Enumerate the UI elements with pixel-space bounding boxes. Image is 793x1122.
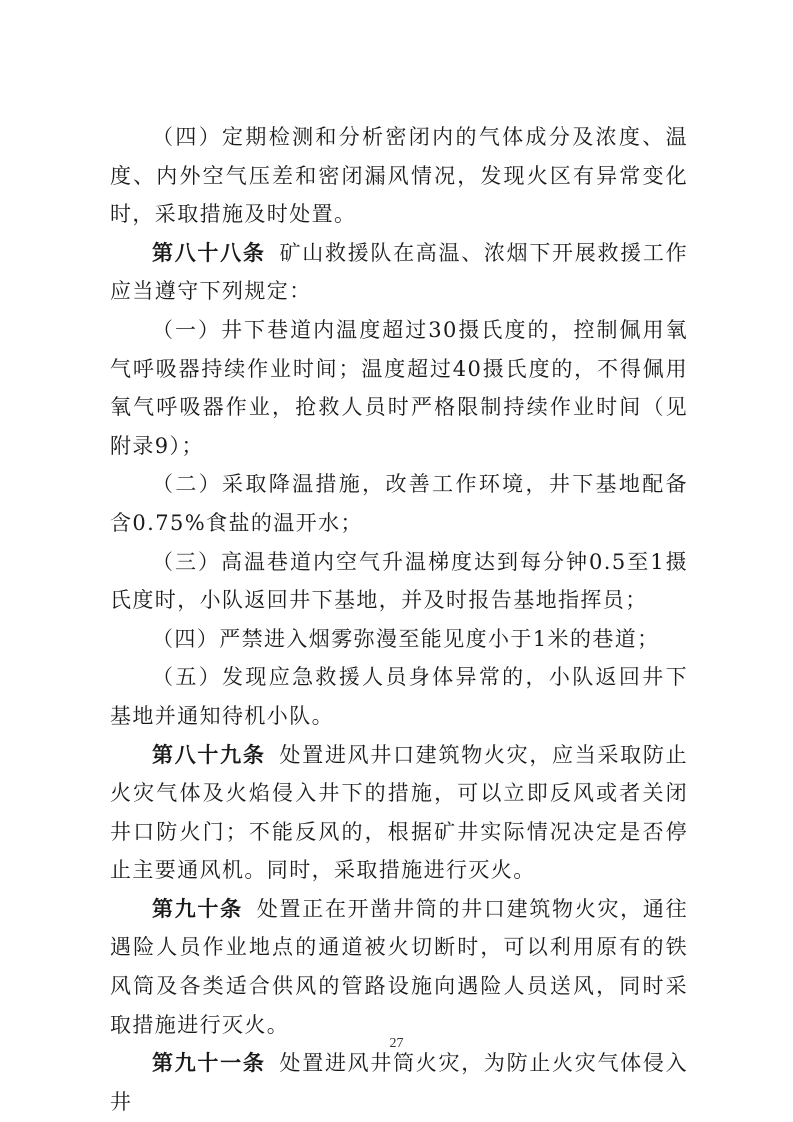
- paragraph: [110, 620, 688, 659]
- paragraph-text: （二）采取降温措施，改善工作环境，井下基地配备含0.75%食盐的温开水；: [110, 472, 688, 535]
- paragraph-text: （四）定期检测和分析密闭内的气体成分及浓度、温度、内外空气压差和密闭漏风情况，发现火区有异常变化时，采取措施及时处置。: [110, 125, 688, 227]
- paragraph-text: （五）发现应急救援人员身体异常的，小队返回井下基地并通知待机小队。: [110, 665, 688, 728]
- paragraph-text: （三）高温巷道内空气升温梯度达到每分钟0.5至1摄氏度时，小队返回井下基地，并及时报告基地指挥员；: [110, 549, 688, 613]
- paragraph-text: （四）严禁进入烟雾弥漫至能见度小于1米的巷道；: [152, 626, 660, 651]
- paragraph: [110, 465, 688, 542]
- paragraph-text: 矿山救援队在高温、浓烟下开展救援工作应当遵守下列规定：: [110, 240, 688, 304]
- paragraph: [110, 543, 688, 620]
- paragraph: [110, 658, 688, 735]
- article-title: 第八十八条: [152, 239, 266, 265]
- article-paragraph: [110, 736, 688, 890]
- article-title: 第八十九条: [152, 741, 266, 767]
- article-paragraph: [110, 234, 688, 311]
- paragraph: [110, 311, 688, 465]
- article-paragraph: [110, 890, 688, 1044]
- paragraph-text: （一）井下巷道内温度超过30摄氏度的，控制佩用氧气呼吸器持续作业时间；温度超过40摄氏度的，不得佩用氧气呼吸器作业，抢救人员时严格限制持续作业时间（见附录9）；: [110, 317, 688, 458]
- document-body: [110, 118, 688, 1121]
- paragraph-text: 处置进风井口建筑物火灾，应当采取防止火灾气体及火焰侵入井下的措施，可以立即反风或者关闭井口防火门；不能反风的，根据矿井实际情况决定是否停止主要通风机。同时，采取措施进行灭火。: [110, 742, 688, 883]
- article-title: 第九十条: [152, 895, 243, 921]
- page-number: 27: [389, 1036, 404, 1051]
- paragraph: [110, 118, 688, 234]
- paragraph-text: 处置进风井筒火灾，为防止火灾气体侵入井: [110, 1051, 688, 1114]
- article-title: 第九十一条: [152, 1050, 266, 1076]
- paragraph-text: 处置正在开凿井筒的井口建筑物火灾，通往遇险人员作业地点的通道被火切断时，可以利用原有的铁风筒及各类适合供风的管路设施向遇险人员送风，同时采取措施进行灭火。: [110, 896, 688, 1037]
- article-paragraph: [110, 1044, 688, 1121]
